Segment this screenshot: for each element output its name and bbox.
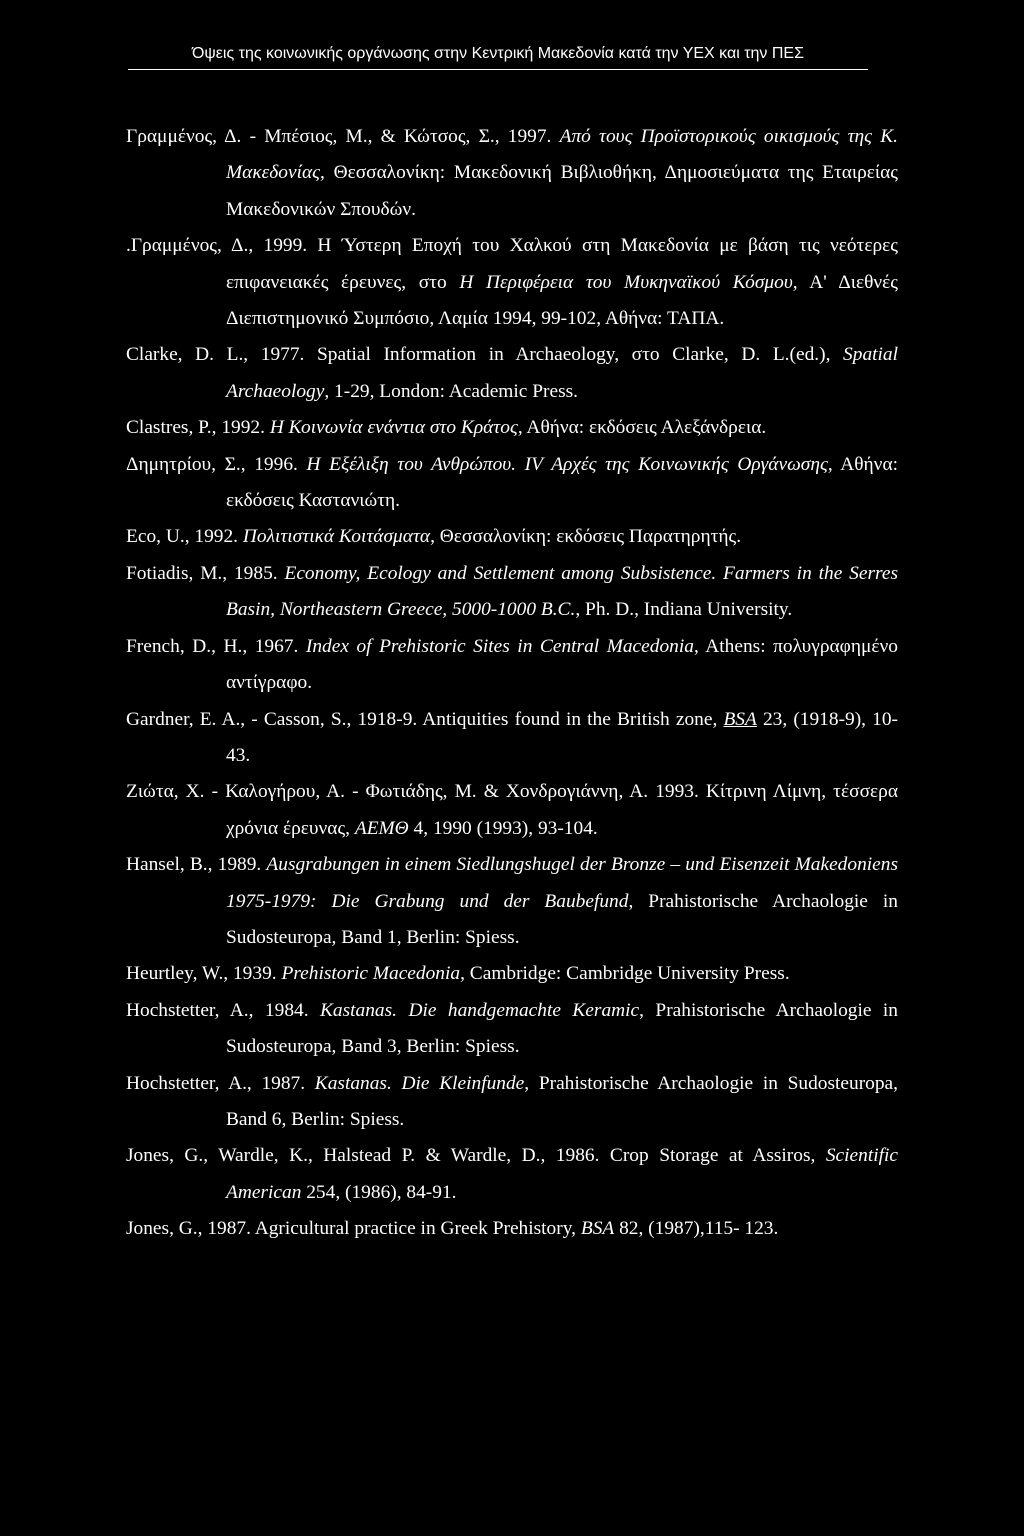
reference-entry — [126, 629, 898, 702]
reference-text: , Α' Διεθνές Διεπιστημονικό Συμπόσιο, Λαμία 1994, 99-102, Αθήνα: ΤΑΠΑ. — [226, 271, 898, 330]
reference-entry — [126, 410, 898, 446]
reference-entry — [126, 337, 898, 410]
reference-entry — [126, 1066, 898, 1139]
reference-text: 82, (1987),115- 123. — [614, 1218, 779, 1240]
reference-title: Η Εξέλιξη του Ανθρώπου. IV Αρχές της Κοινωνικής Οργάνωσης — [306, 453, 828, 475]
reference-text: Γραμμένος, Δ. - Μπέσιος, Μ., & Κώτσος, Σ., 1997. — [126, 126, 560, 147]
reference-text: Jones, G., 1987. Agricultural practice in Greek Prehistory, — [126, 1218, 581, 1240]
reference-title: Η Περιφέρεια του Μυκηναϊκού Κόσμου — [459, 271, 793, 293]
reference-title: Η Κοινωνία ενάντια στο Κράτος — [269, 417, 518, 439]
reference-text: , Ph. D., Indiana University. — [575, 599, 793, 621]
reference-title: Spatial Archaeology — [226, 344, 898, 402]
reference-entry — [126, 847, 898, 956]
reference-journal: ΑΕΜΘ — [354, 817, 409, 839]
reference-entry — [126, 702, 898, 775]
reference-text: , Θεσσαλονίκη: Μακεδονική Βιβλιοθήκη, Δημοσιεύματα της Εταιρείας Μακεδονικών Σπουδών. — [226, 162, 898, 220]
reference-title: Economy, Ecology and Settlement among Subsistence. Farmers in the Serres Basin, Northeastern Greece, 5000-1000 B.C. — [226, 562, 898, 621]
reference-journal: Scientific American — [226, 1145, 898, 1203]
reference-journal: BSA — [580, 1218, 615, 1240]
reference-entry — [126, 774, 898, 847]
reference-text: , Prahistorische Archaologie in Sudosteuropa, Band 1, Berlin: Spiess. — [226, 890, 898, 948]
reference-text: Hansel, B., 1989. — [126, 854, 267, 876]
reference-title: Ausgrabungen in einem Siedlungshugel der Bronze – und Eisenzeit Makedoniens 1975-1979: Die Grabung und der Baubefund — [226, 854, 898, 912]
reference-text: Fotiadis, M., 1985. — [126, 562, 285, 584]
reference-text: Hochstetter, A., 1984. — [126, 999, 320, 1021]
reference-text: Clastres, P., 1992. — [126, 417, 270, 439]
reference-title: Από τους Προϊστορικούς οικισμούς της Κ. Μακεδονίας — [226, 126, 898, 184]
reference-text: , Athens: πολυγραφημένο αντίγραφο. — [226, 635, 898, 694]
reference-text: French, D., H., 1967. — [126, 635, 306, 657]
reference-text: Clarke, D. L., 1977. Spatial Information in Archaeology, στο Clarke, D. L.(ed.), — [126, 344, 844, 366]
reference-title: Prehistoric Macedonia — [281, 963, 461, 985]
reference-text: Gardner, E. A., - Casson, S., 1918-9. Antiquities found in the British zone, — [126, 708, 724, 730]
header-rule — [128, 69, 868, 70]
reference-text: Jones, G., Wardle, K., Halstead P. & Wardle, D., 1986. Crop Storage at Assiros, — [126, 1145, 826, 1167]
reference-text: , Αθήνα: εκδόσεις Καστανιώτη. — [226, 453, 898, 512]
reference-text: Hochstetter, A., 1987. — [126, 1072, 315, 1094]
reference-entry — [126, 993, 898, 1066]
reference-text: , Prahistorische Archaologie in Sudosteuropa, Band 6, Berlin: Spiess. — [226, 1072, 899, 1130]
reference-entry — [126, 1211, 898, 1247]
reference-title: Kastanas. Die Kleinfunde — [314, 1072, 525, 1094]
reference-entry — [126, 1138, 898, 1211]
reference-text: 4, 1990 (1993), 93-104. — [408, 817, 598, 839]
reference-text: Ζιώτα, Χ. - Καλογήρου, Α. - Φωτιάδης, Μ. & Χονδρογιάννη, Α. 1993. Κίτρινη Λίμνη, τέσσερα χρόνια έρευνας, — [126, 781, 898, 839]
reference-text: Heurtley, W., 1939. — [126, 963, 282, 985]
reference-entry — [126, 119, 898, 228]
reference-text: 254, (1986), 84-91. — [301, 1181, 457, 1203]
reference-text: Eco, U., 1992. — [126, 526, 243, 548]
reference-entry — [126, 447, 898, 520]
reference-text: , Prahistorische Archaologie in Sudosteuropa, Band 3, Berlin: Spiess. — [226, 999, 898, 1058]
reference-entry — [126, 228, 898, 337]
reference-entry — [126, 556, 898, 629]
reference-text: 23, (1918-9), 10-43. — [226, 708, 898, 766]
reference-list — [126, 119, 898, 1248]
reference-entry — [126, 519, 898, 555]
reference-title: Πολιτιστικά Κοιτάσματα — [242, 526, 431, 548]
reference-text: , Αθήνα: εκδόσεις Αλεξάνδρεια. — [517, 417, 767, 439]
reference-journal: BSA — [723, 708, 757, 730]
reference-text: .Γραμμένος, Δ., 1999. Η Ύστερη Εποχή του Χαλκού στη Μακεδονία με βάση τις νεότερες επιφανειακές έρευνες, στο — [126, 235, 898, 293]
running-header: Όψεις της κοινωνικής οργάνωσης στην Κεντρική Μακεδονία κατά την ΥΕΧ και την ΠΕΣ — [192, 45, 804, 62]
reference-entry — [126, 956, 898, 992]
reference-title: Index of Prehistoric Sites in Central Macedonia — [305, 635, 694, 657]
reference-text: Δημητρίου, Σ., 1996. — [126, 453, 307, 475]
reference-text: , Cambridge: Cambridge University Press. — [460, 963, 790, 985]
reference-text: , Θεσσαλονίκη: εκδόσεις Παρατηρητής. — [430, 526, 742, 548]
reference-text: , 1-29, London: Academic Press. — [324, 380, 579, 402]
reference-title: Kastanas. Die handgemachte Keramic — [319, 999, 640, 1021]
